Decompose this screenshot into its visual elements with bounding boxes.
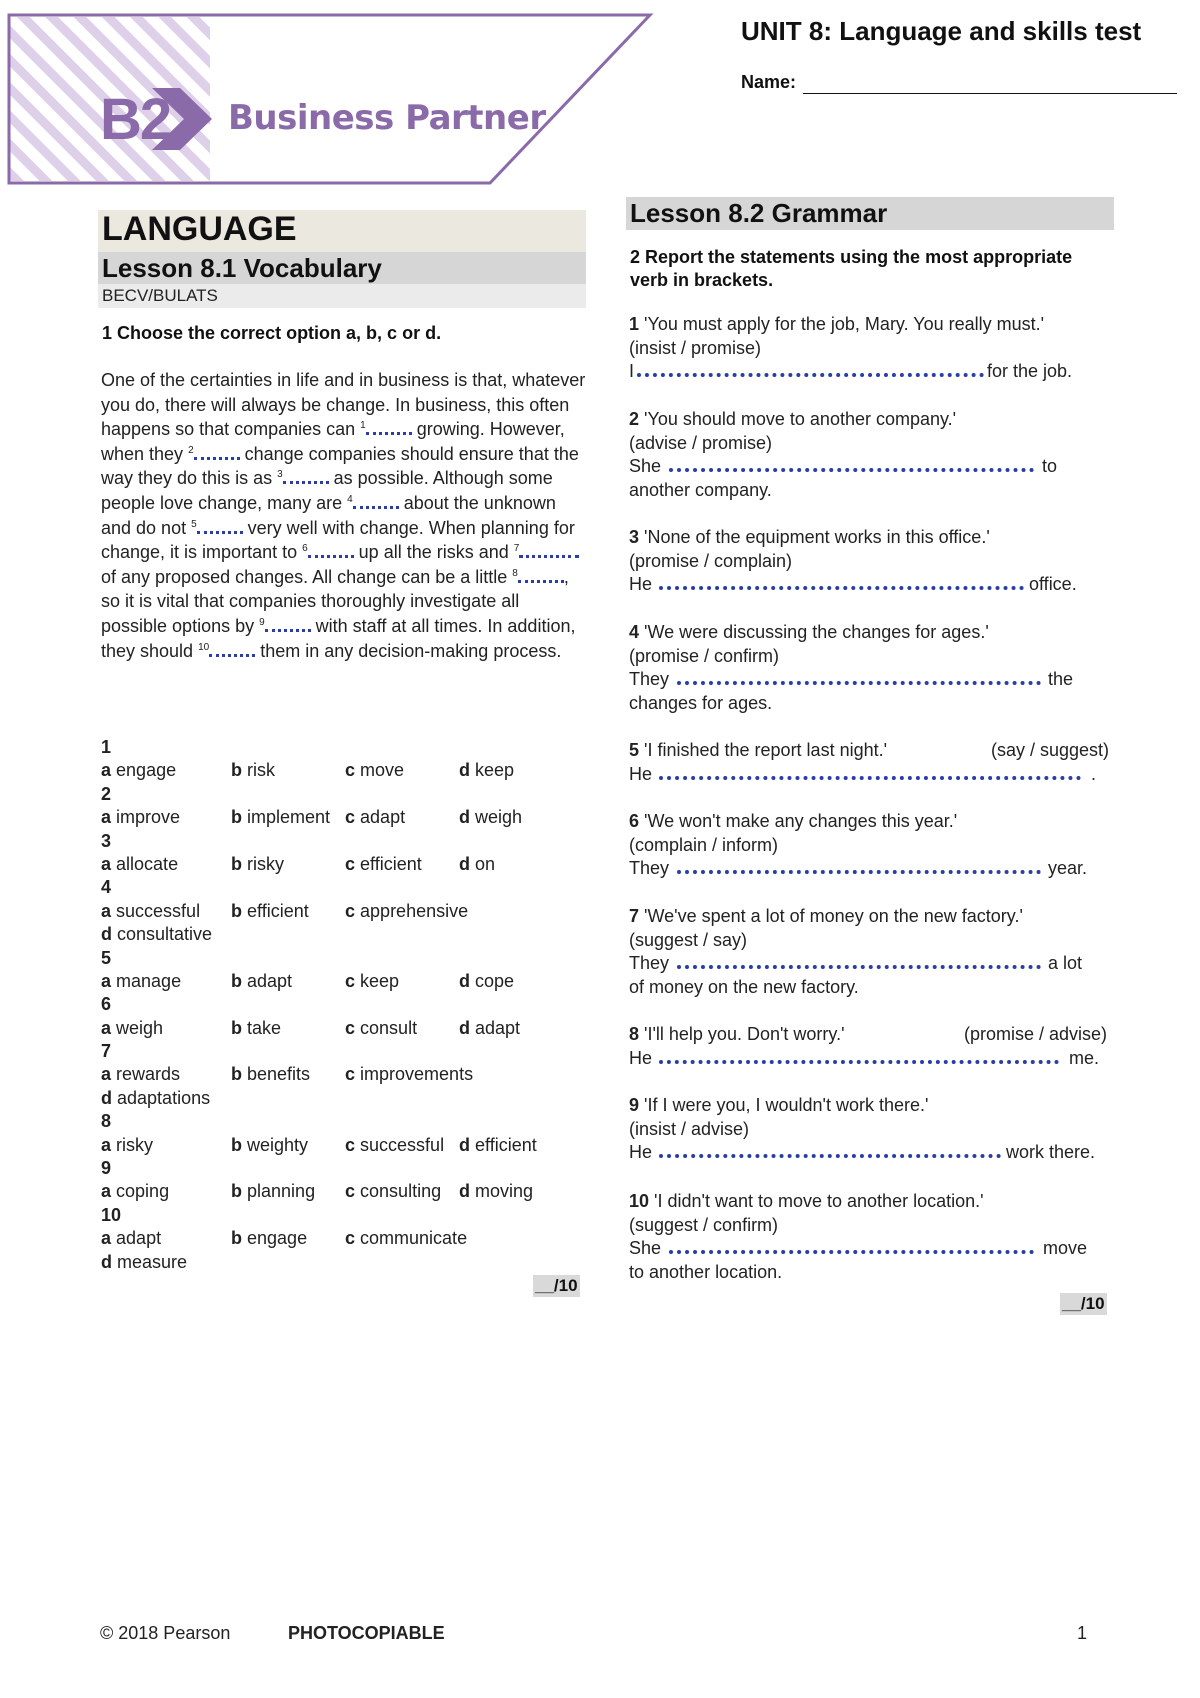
gap-1[interactable] <box>366 422 412 435</box>
quote: 'You must apply for the job, Mary. You really must.' <box>644 314 1045 334</box>
option-row <box>101 923 591 946</box>
option-c[interactable]: c move <box>345 760 405 781</box>
footer-photocopiable: PHOTOCOPIABLE <box>288 1623 445 1643</box>
section-title: LANGUAGE <box>102 210 297 248</box>
option-number: 7 <box>101 1041 112 1062</box>
option-row <box>101 759 591 782</box>
grammar-item: 5 'I finished the report last night.' (say / suggest) He . <box>629 740 1109 784</box>
answer-line[interactable] <box>659 776 1081 780</box>
gap-8[interactable] <box>518 570 564 583</box>
option-d[interactable]: d efficient <box>459 1134 537 1155</box>
option-c[interactable]: c keep <box>345 970 400 991</box>
question-2-instruction: 2 Report the statements using the most appropriate verb in brackets. <box>630 247 1073 290</box>
grammar-item: 7 'We've spent a lot of money on the new factory.' (suggest / say) They a lot of money on the new factory. <box>629 906 1083 997</box>
option-a[interactable]: a weigh <box>101 1017 164 1038</box>
answer-line[interactable] <box>659 1154 1001 1158</box>
option-b[interactable]: b efficient <box>231 900 309 921</box>
option-row <box>101 1134 591 1157</box>
option-row <box>101 1251 591 1274</box>
option-c[interactable]: c communicate <box>345 1228 468 1249</box>
verb-choices: (promise / complain) <box>629 550 793 571</box>
option-row <box>101 806 591 829</box>
option-b[interactable]: b weighty <box>231 1134 309 1155</box>
quote: 'I'll help you. Don't worry.' <box>644 1024 845 1044</box>
option-number: 3 <box>101 830 112 851</box>
name-field[interactable] <box>803 93 1177 94</box>
option-d[interactable]: d cope <box>459 970 515 991</box>
grammar-item: 9 'If I were you, I wouldn't work there.' (insist / advise) He work there. <box>629 1095 1096 1162</box>
verb-choices: (complain / inform) <box>629 834 779 855</box>
verb-choices: (suggest / say) <box>629 929 748 950</box>
quote: 'We've spent a lot of money on the new factory.' <box>644 906 1023 926</box>
score-vocabulary: __/10 <box>535 1276 578 1295</box>
gap-3[interactable] <box>283 471 329 484</box>
footer-copyright: © 2018 Pearson <box>100 1623 231 1643</box>
option-d[interactable]: d on <box>459 853 496 874</box>
verb-choices: (insist / advise) <box>629 1118 750 1139</box>
grammar-item: 6 'We won't make any changes this year.' (complain / inform) They year. <box>629 811 1088 878</box>
gap-6[interactable] <box>308 545 354 558</box>
verb-choices: (promise / confirm) <box>629 645 780 666</box>
option-number: 8 <box>101 1111 112 1132</box>
option-row <box>101 1227 591 1250</box>
option-b[interactable]: b implement <box>231 807 331 828</box>
option-c[interactable]: c successful <box>345 1134 445 1155</box>
exam-tag: BECV/BULATS <box>102 286 218 305</box>
grammar-item: 2 'You should move to another company.' (advise / promise) She to another company. <box>629 409 1058 500</box>
option-b[interactable]: b take <box>231 1017 282 1038</box>
option-row <box>101 1180 591 1203</box>
option-row <box>101 853 591 876</box>
option-a[interactable]: a engage <box>101 760 177 781</box>
verb-choices: (suggest / confirm) <box>629 1214 779 1235</box>
gap-7[interactable] <box>519 545 579 558</box>
vocabulary-passage: One of the certainties in life and in business is that, whatever you do, there will always be change. In business, this often happens so that companies can $^1$ growing. However, when they $^2$ change companies should ensure that the way they do this is as $^3$ as possible. Although some people love change, many are $^4$ about the unknown and do not $^5$ very well with change. When planning for change, it is important to $^6$ up all the risks and $^7$of any proposed changes. All change can be a little $^8$ , so it is vital that companies thoroughly investigate all possible options by $^9$ with staff at all times. In addition, they should $^{10}$ them in any decision-making process. <box>101 370 586 661</box>
name-label: Name: <box>741 72 797 92</box>
option-a[interactable]: a manage <box>101 970 182 991</box>
option-c[interactable]: c efficient <box>345 853 422 874</box>
option-b[interactable]: b benefits <box>231 1064 311 1085</box>
logo-level: B2 <box>100 87 171 152</box>
option-row <box>101 1017 591 1040</box>
answer-line[interactable] <box>659 586 1024 590</box>
option-d[interactable]: d weigh <box>459 807 523 828</box>
option-a[interactable]: a risky <box>101 1134 154 1155</box>
grammar-item: 4 'We were discussing the changes for ages.' (promise / confirm) They the changes for ages. <box>629 622 1074 713</box>
lesson-title-grammar: Lesson 8.2 Grammar <box>630 198 888 228</box>
grammar-item: 8 'I'll help you. Don't worry.' (promise / advise) He me. <box>629 1024 1107 1068</box>
answer-line[interactable] <box>677 681 1041 685</box>
option-row <box>101 970 591 993</box>
option-b[interactable]: b risky <box>231 853 285 874</box>
score-grammar: __/10 <box>1062 1294 1105 1313</box>
option-number: 4 <box>101 877 112 898</box>
option-c[interactable]: c consult <box>345 1017 418 1038</box>
option-a[interactable]: a rewards <box>101 1064 181 1085</box>
option-c[interactable]: c improvements <box>345 1064 474 1085</box>
quote: 'We won't make any changes this year.' <box>644 811 958 831</box>
grammar-item: 3 'None of the equipment works in this office.' (promise / complain) He office. <box>629 527 1077 594</box>
option-number: 5 <box>101 947 112 968</box>
option-b[interactable]: b adapt <box>231 970 293 991</box>
answer-line[interactable] <box>659 1060 1059 1064</box>
unit-title: UNIT 8: Language and skills test <box>741 16 1142 46</box>
option-row <box>101 1063 591 1086</box>
option-d[interactable]: d consultative <box>101 924 213 945</box>
gap-9[interactable] <box>265 619 311 632</box>
option-a[interactable]: a successful <box>101 900 201 921</box>
answer-line[interactable] <box>637 373 984 377</box>
option-a[interactable]: a improve <box>101 807 181 828</box>
option-d[interactable]: d keep <box>459 760 515 781</box>
page-number: 1 <box>1077 1623 1088 1643</box>
option-d[interactable]: d adapt <box>459 1017 521 1038</box>
verb-choices: (insist / promise) <box>629 337 762 358</box>
option-c[interactable]: c adapt <box>345 807 406 828</box>
option-d[interactable]: d adaptations <box>101 1087 211 1108</box>
gap-4[interactable] <box>353 496 399 509</box>
answer-options <box>101 736 591 1274</box>
option-a[interactable]: a allocate <box>101 853 179 874</box>
gap-5[interactable] <box>197 521 243 534</box>
option-row <box>101 1087 591 1110</box>
quote: 'I finished the report last night.' <box>644 740 888 760</box>
option-b[interactable]: b engage <box>231 1228 308 1249</box>
option-c[interactable]: c consulting <box>345 1181 442 1202</box>
lesson-title-vocabulary: Lesson 8.1 Vocabulary <box>102 253 382 283</box>
option-number: 10 <box>101 1204 122 1225</box>
logo-name: Business Partner <box>228 98 546 138</box>
quote: 'If I were you, I wouldn't work there.' <box>644 1095 929 1115</box>
quote: 'I didn't want to move to another location.' <box>654 1191 984 1211</box>
option-number: 1 <box>101 737 112 757</box>
option-b[interactable]: b risk <box>231 760 276 781</box>
answer-line[interactable] <box>677 870 1041 874</box>
option-number: 9 <box>101 1158 112 1179</box>
gap-2[interactable] <box>194 447 240 460</box>
quote: 'You should move to another company.' <box>644 409 957 429</box>
gap-10[interactable] <box>209 644 255 657</box>
option-c[interactable]: c apprehensive <box>345 900 469 921</box>
verb-choices: (promise / advise) <box>963 1024 1107 1044</box>
quote: 'We were discussing the changes for ages.' <box>644 622 989 642</box>
grammar-item: 10 'I didn't want to move to another location.' (suggest / confirm) She move to another location. <box>629 1191 1088 1282</box>
answer-line[interactable] <box>669 1250 1034 1254</box>
option-a[interactable]: a adapt <box>101 1228 162 1249</box>
quote: 'None of the equipment works in this office.' <box>644 527 990 547</box>
option-number: 2 <box>101 783 112 804</box>
logo-chevron-icon <box>150 84 220 154</box>
option-d[interactable]: d measure <box>101 1251 188 1272</box>
grammar-item: 1 'You must apply for the job, Mary. You really must.' (insist / promise) I for the job. <box>629 314 1073 381</box>
answer-line[interactable] <box>677 965 1041 969</box>
verb-choices: (advise / promise) <box>629 432 773 453</box>
option-b[interactable]: b planning <box>231 1181 316 1202</box>
option-number: 6 <box>101 994 112 1015</box>
option-a[interactable]: a coping <box>101 1181 170 1202</box>
option-d[interactable]: d moving <box>459 1181 534 1202</box>
option-row <box>101 900 591 923</box>
question-1-instruction: 1 Choose the correct option a, b, c or d. <box>102 323 442 343</box>
answer-line[interactable] <box>669 468 1034 472</box>
verb-choices: (say / suggest) <box>990 740 1109 760</box>
